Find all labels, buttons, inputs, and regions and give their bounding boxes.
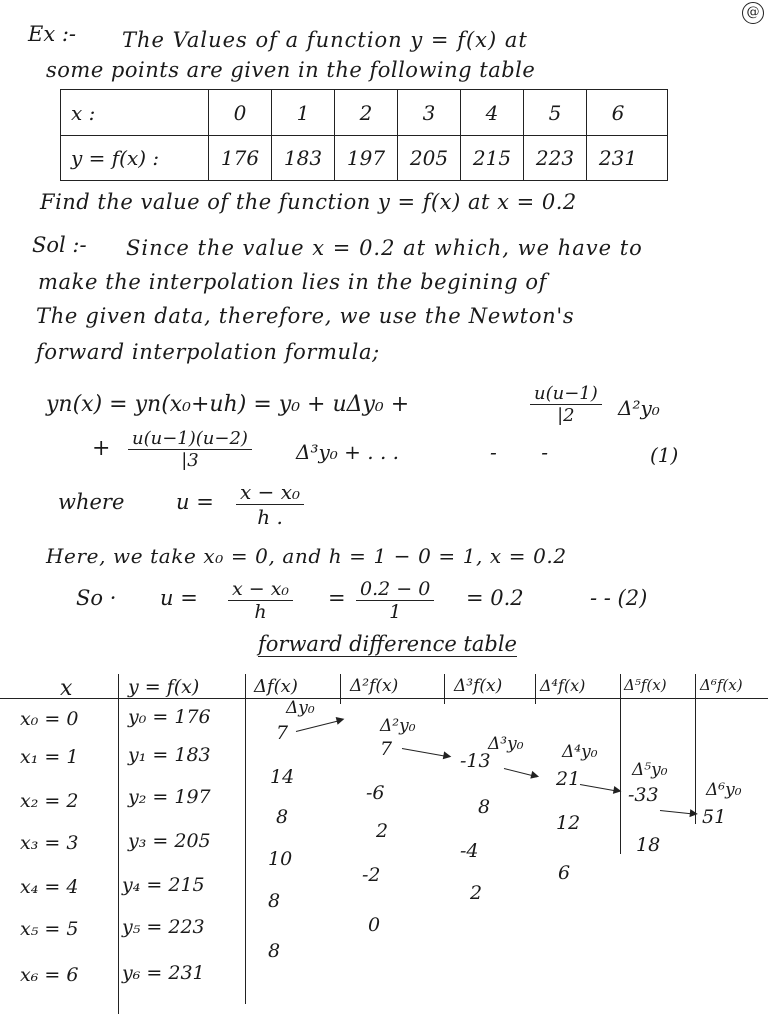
d3-value: -4 [460,840,479,862]
x-value: x₆ = 6 [20,964,79,986]
where-label: where [58,490,125,514]
d4-value: 6 [558,862,571,884]
x-value: x₀ = 0 [20,708,79,730]
formula-term3-tail: Δ³y₀ + . . . [296,440,400,464]
so-denominator-2: 1 [389,601,402,623]
so-label: So · [76,586,117,610]
solution-line-2: make the interpolation lies in the begining of [38,270,548,294]
equation-ref-1: (1) [650,443,679,467]
u-fraction [236,480,304,529]
x-cell: 6 [611,100,625,125]
d1-value: 8 [268,940,281,962]
y-cell: 183 [272,135,335,180]
delta-label-5: Δ⁵y₀ [632,760,668,780]
y-value: y₂ = 197 [128,786,211,808]
x-value: x₁ = 1 [20,746,79,768]
y-cell: 215 [461,135,524,180]
formula-term2-fraction [530,383,602,426]
delta-label-2: Δ²y₀ [380,716,416,736]
solution-line-3: The given data, therefore, we use the Newton's [36,304,575,328]
arrow-icon [402,748,449,757]
so-numerator-1: x − x₀ [228,578,293,601]
y-value: y₆ = 231 [122,962,205,984]
arrow-icon [580,784,620,792]
arrow-icon [296,719,343,732]
d3-value: 8 [478,796,491,818]
header-d3: Δ³f(x) [454,676,503,696]
d4-value: 12 [556,812,581,834]
d4-value: 21 [556,768,581,790]
header-x: x [60,676,73,701]
d3-value: -13 [460,750,491,772]
arrow-icon [504,768,537,777]
y-cell: 205 [398,135,461,180]
u-denominator: h . [257,505,283,529]
equation-ref-2: - - (2) [590,586,648,610]
x-cell: 2 [335,90,398,135]
column-divider [620,674,621,854]
value-table-x-row [61,90,667,136]
d2-value: -6 [366,782,385,804]
formula-term2-tail: Δ²y₀ [618,396,660,420]
d2-value: 0 [368,914,381,936]
delta-label-4: Δ⁴y₀ [562,742,598,762]
so-u-equals: u = [160,586,198,610]
y-value: y₁ = 183 [128,744,211,766]
u-numerator: x − x₀ [236,480,304,505]
d1-value: 10 [268,848,293,870]
header-d5: Δ⁵f(x) [624,676,667,694]
x-cell: 4 [461,90,524,135]
y-cell: 231 [598,145,638,170]
so-numerator-2: 0.2 − 0 [356,578,434,601]
d2-value: 7 [380,738,393,760]
d6-value: 51 [702,806,727,828]
y-cell: 223 [524,135,587,180]
x-cell: 5 [524,90,587,135]
here-line: Here, we take x₀ = 0, and h = 1 − 0 = 1, x = 0.2 [46,544,567,568]
column-divider [695,674,696,824]
column-divider [535,674,536,704]
header-d6: Δ⁶f(x) [700,676,743,694]
y-value: y₀ = 176 [128,706,211,728]
solution-line-1: Since the value x = 0.2 at which, we have to [126,236,643,260]
column-divider [118,674,119,1014]
header-d4: Δ⁴f(x) [540,676,586,695]
delta-label-1: Δy₀ [286,698,315,718]
arrow-icon [660,810,696,815]
y-cell: 197 [335,135,398,180]
y-header: y = f(x) : [61,135,209,180]
u-equals: u = [176,490,214,514]
d1-value: 7 [276,722,289,744]
x-value: x₄ = 4 [20,876,79,898]
column-divider [444,674,445,704]
value-table [60,89,668,181]
column-divider [340,674,341,704]
term3-numerator: u(u−1)(u−2) [128,428,252,450]
so-denominator-1: h [254,601,267,623]
x-value: x₂ = 2 [20,790,79,812]
solution-label: Sol :- [32,233,87,257]
formula-term3-fraction [128,428,252,471]
d1-value: 8 [268,890,281,912]
intro-line-2: some points are given in the following table [46,58,536,82]
x-value: x₃ = 3 [20,832,79,854]
formula-dashes: - - [490,440,549,464]
y-value: y₃ = 205 [128,830,211,852]
delta-label-3: Δ³y₀ [488,734,524,754]
d2-value: 2 [376,820,389,842]
d2-value: -2 [362,864,381,886]
copyright-badge: @ [742,2,764,24]
header-d2: Δ²f(x) [350,676,399,696]
x-cell: 0 [209,90,272,135]
so-result: = 0.2 [466,586,524,610]
formula-lhs: yn(x) = yn(x₀+uh) = y₀ + uΔy₀ + [46,392,410,417]
d5-value: -33 [628,784,659,806]
header-y: y = f(x) [128,676,200,698]
so-equals-2: = [328,586,346,610]
header-d1: Δf(x) [254,676,298,697]
term2-denominator: |2 [557,405,575,426]
y-value: y₅ = 223 [122,916,205,938]
d1-value: 14 [270,766,295,788]
d3-value: 2 [470,882,483,904]
y-value: y₄ = 215 [122,874,205,896]
header-rule [0,698,768,699]
x-header: x : [61,90,209,135]
question-text: Find the value of the function y = f(x) at x = 0.2 [40,190,577,214]
so-fraction-2 [356,578,434,623]
x-value: x₅ = 5 [20,918,79,940]
x-cell: 3 [398,90,461,135]
column-divider [245,674,246,1004]
intro-line-1: The Values of a function y = f(x) at [122,28,528,52]
solution-line-4: forward interpolation formula; [36,340,380,364]
term2-numerator: u(u−1) [530,383,602,405]
delta-label-6: Δ⁶y₀ [706,780,742,800]
term3-denominator: |3 [181,450,199,471]
difference-table-title: forward difference table [258,632,517,656]
so-fraction-1 [228,578,293,623]
y-cell: 176 [209,135,272,180]
example-label: Ex :- [28,22,77,46]
x-cell: 1 [272,90,335,135]
value-table-y-row [61,135,667,180]
formula-plus: + [92,436,111,461]
d1-value: 8 [276,806,289,828]
d5-value: 18 [636,834,661,856]
